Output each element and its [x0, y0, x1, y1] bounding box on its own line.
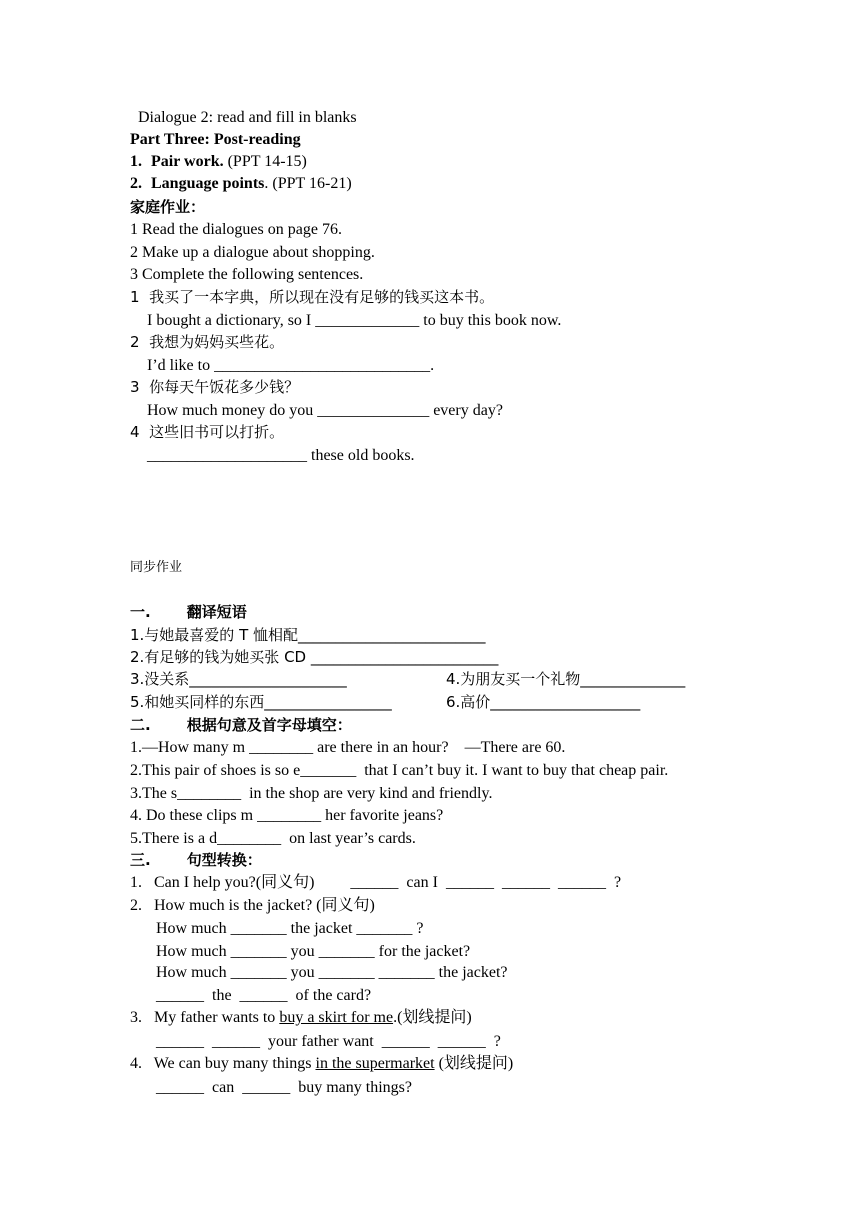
- section-2-heading: [130, 715, 352, 735]
- item-number: 1.: [130, 153, 142, 170]
- dialogue-2-line: Dialogue 2: read and fill in blanks: [130, 109, 357, 126]
- phrase-6: 6.高价____________________: [446, 693, 641, 711]
- transform-2-c: How much _______ you _______ _______ the jacket?: [156, 964, 508, 981]
- transform-3-answer: ______ ______ your father want ______ ______ ?: [156, 1033, 501, 1050]
- transform-4-pre: 4. We can buy many things: [130, 1055, 316, 1072]
- transform-2-b: How much _______ you _______ for the jacket?: [156, 943, 471, 960]
- section-number: 二.: [130, 716, 151, 734]
- language-points-item: [130, 174, 352, 194]
- transform-3-post: .(划线提问): [393, 1009, 472, 1026]
- phrase-5: 5.和她买同样的东西_________________: [130, 693, 392, 711]
- section-1-heading: [130, 602, 247, 622]
- sync-homework-title: 同步作业: [130, 560, 183, 575]
- fill-blank-5: 5.There is a d________ on last year’s cards.: [130, 830, 416, 847]
- pair-work-item: [130, 152, 307, 172]
- phrase-row-5-6: [130, 692, 641, 712]
- transform-4-post: (划线提问): [434, 1055, 514, 1072]
- phrase-3: 3.没关系_____________________: [130, 670, 347, 688]
- sentence-2-chinese: 2 我想为妈妈买些花。: [130, 333, 285, 351]
- sentence-2-english: I’d like to ___________________________.: [147, 357, 435, 374]
- section-3-heading: [130, 850, 262, 870]
- phrase-2: 2.有足够的钱为她买张 CD _________________________: [130, 648, 499, 666]
- part-three-heading: Part Three: Post-reading: [130, 131, 301, 148]
- sentence-1-chinese: 1 我买了一本字典，所以现在没有足够的钱买这本书。: [130, 288, 495, 306]
- fill-blank-1: 1.—How many m ________ are there in an hour? —There are 60.: [130, 739, 566, 756]
- transform-2-a: How much _______ the jacket _______ ?: [156, 920, 424, 937]
- sentence-3-chinese: 3 你每天午饭花多少钱？: [130, 378, 300, 396]
- sentence-4-chinese: 4 这些旧书可以打折。: [130, 423, 285, 441]
- fill-blank-4: 4. Do these clips m ________ her favorite jeans?: [130, 807, 444, 824]
- item-number: 2.: [130, 175, 142, 192]
- section-title: 翻译短语: [186, 603, 247, 621]
- phrase-4: 4.为朋友买一个礼物______________: [446, 670, 686, 688]
- pair-work-ppt: (PPT 14-15): [223, 153, 307, 170]
- phrase-row-3-4: [130, 669, 686, 689]
- fill-blank-2: 2.This pair of shoes is so e_______ that I can’t buy it. I want to buy that cheap pair.: [130, 762, 669, 779]
- transform-2: 2. How much is the jacket? (同义句): [130, 897, 375, 914]
- section-number: 一.: [130, 603, 151, 621]
- phrase-1: 1.与她最喜爱的 T 恤相配_________________________: [130, 626, 486, 644]
- language-points-ppt: . (PPT 16-21): [264, 175, 352, 192]
- section-title: 句型转换：: [186, 851, 262, 869]
- transform-3: [130, 1008, 472, 1028]
- transform-3-pre: 3. My father wants to: [130, 1009, 280, 1026]
- transform-4: [130, 1054, 513, 1074]
- pair-work-label: Pair work.: [151, 153, 224, 170]
- section-number: 三.: [130, 851, 151, 869]
- homework-item-3: 3 Complete the following sentences.: [130, 266, 364, 283]
- sentence-3-english: How much money do you ______________ every day?: [147, 402, 503, 419]
- transform-4-answer: ______ can ______ buy many things?: [156, 1079, 412, 1096]
- section-title: 根据句意及首字母填空：: [186, 716, 352, 734]
- sentence-4-english: ____________________ these old books.: [147, 447, 415, 464]
- homework-heading: 家庭作业：: [130, 198, 206, 216]
- transform-3-underlined: buy a skirt for me: [279, 1009, 394, 1026]
- transform-4-underlined: in the supermarket: [315, 1055, 435, 1072]
- sentence-1-english: I bought a dictionary, so I _____________ to buy this book now.: [147, 312, 562, 329]
- language-points-label: Language points: [151, 175, 265, 192]
- fill-blank-3: 3.The s________ in the shop are very kind and friendly.: [130, 785, 493, 802]
- transform-2-d: ______ the ______ of the card?: [156, 987, 372, 1004]
- homework-item-1: 1 Read the dialogues on page 76.: [130, 221, 342, 238]
- transform-1: 1. Can I help you?(同义句) ______ can I ______ ______ ______ ?: [130, 874, 622, 891]
- homework-item-2: 2 Make up a dialogue about shopping.: [130, 244, 375, 261]
